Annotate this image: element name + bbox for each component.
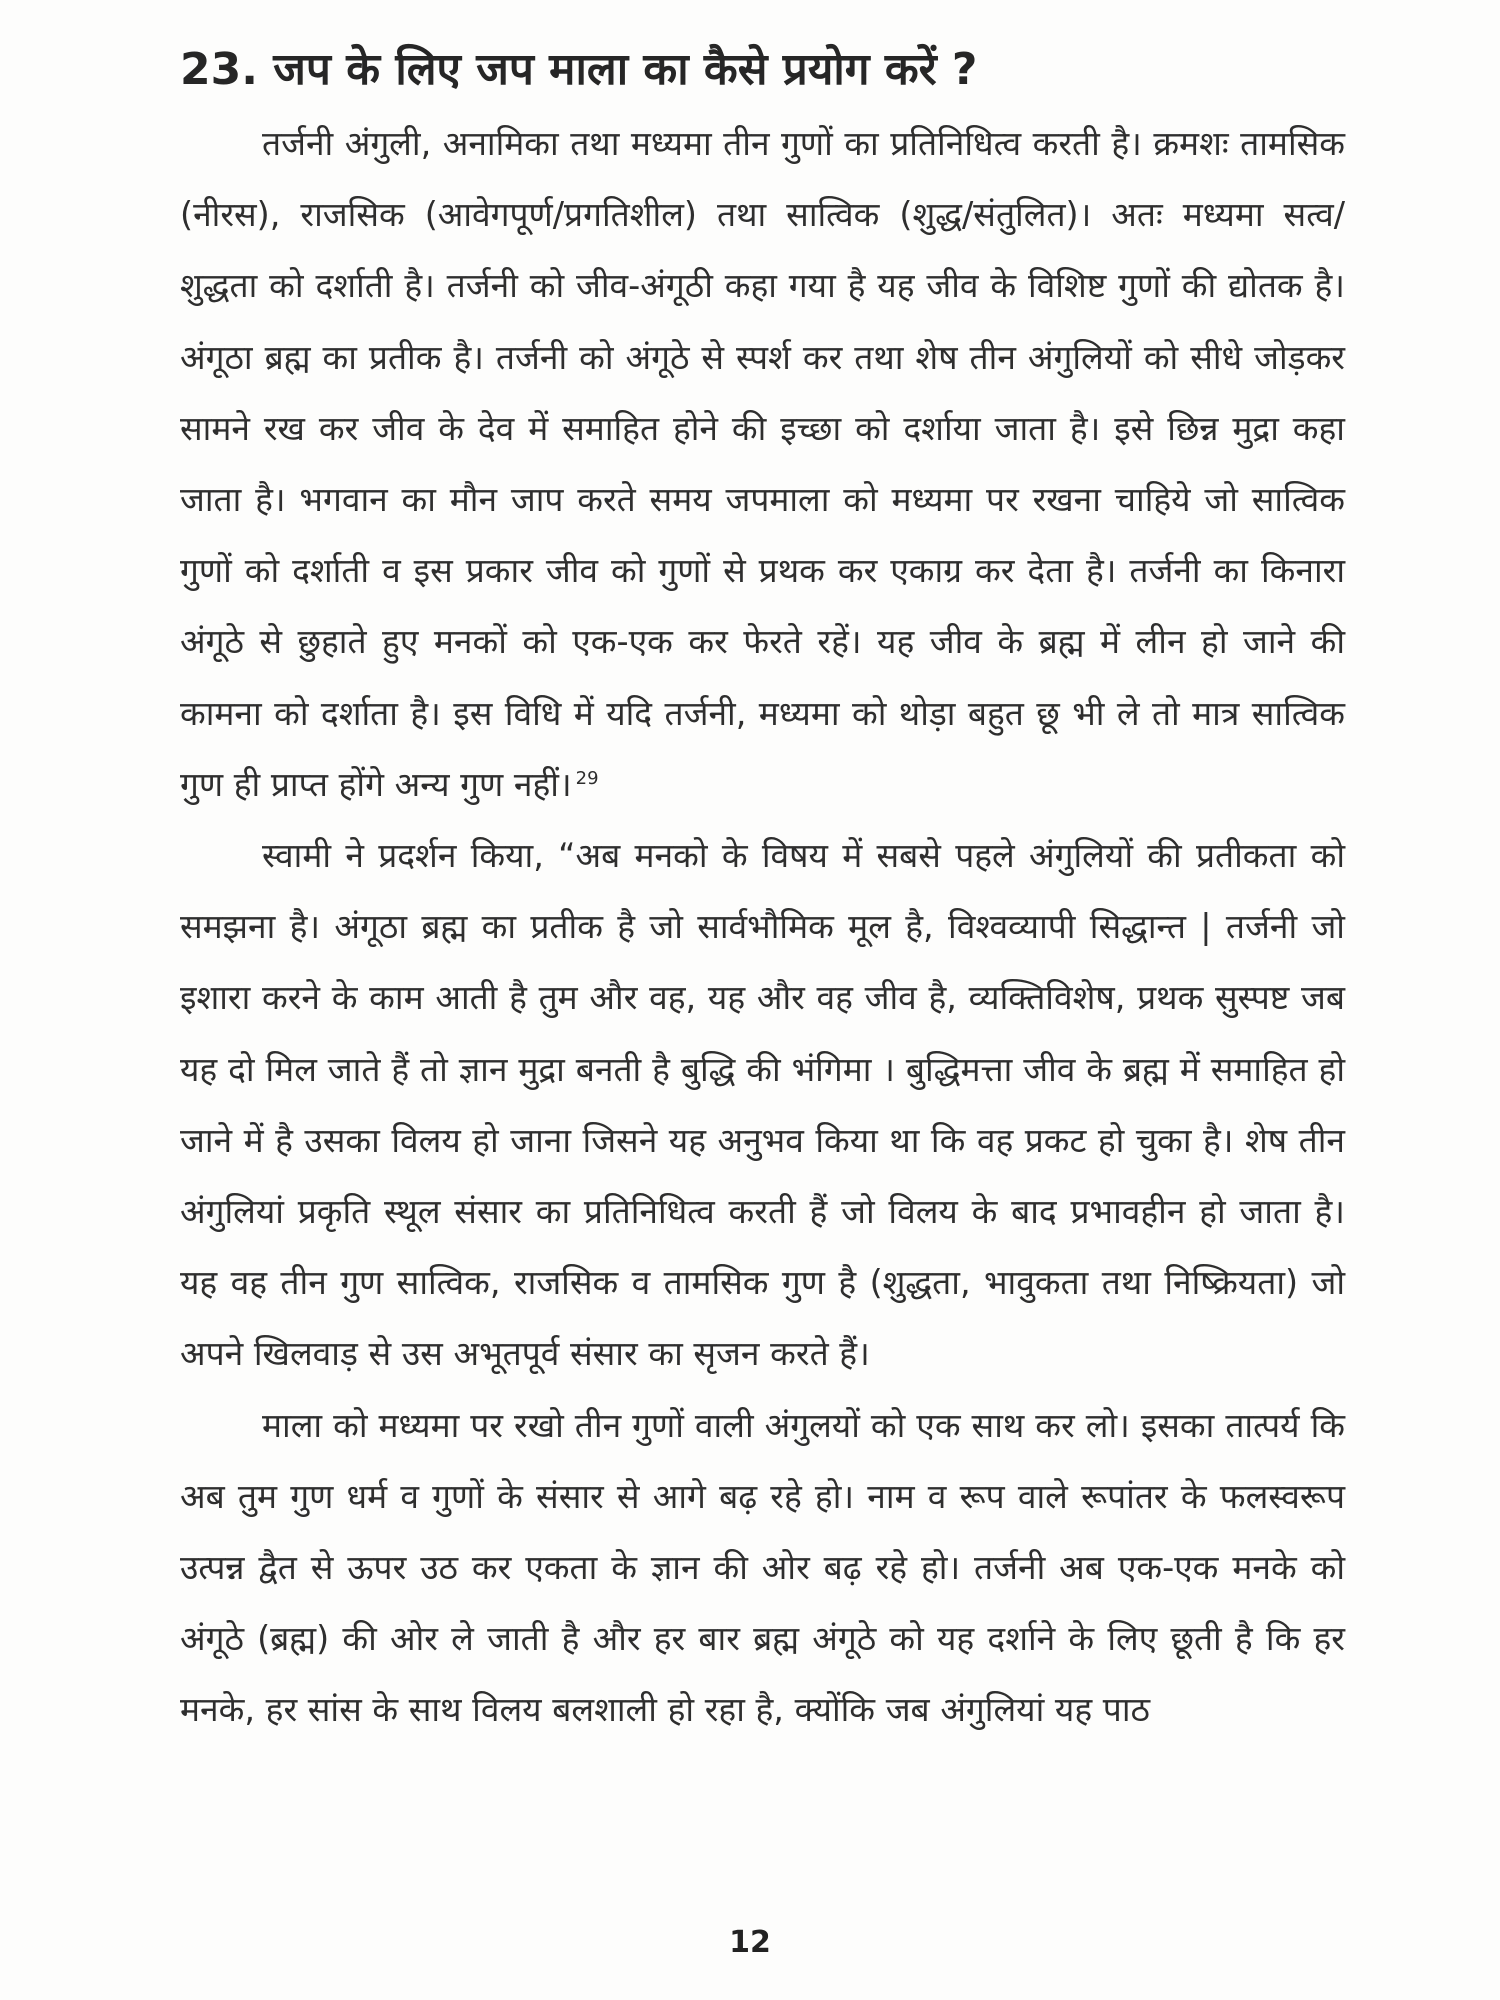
paragraph-3	[180, 1390, 1345, 1746]
paragraph-2	[180, 820, 1345, 1390]
paragraph-1-text: तर्जनी अंगुली, अनामिका तथा मध्यमा तीन गुणों का प्रतिनिधित्व करती है। क्रमशः तामसिक (नीरस), राजसिक (आवेगपूर्ण/प्रगतिशील) तथा सात्विक (शुद्ध/संतुलित)। अतः मध्यमा सत्व/शुद्धता को दर्शाती है। तर्जनी को जीव-अंगूठी कहा गया है यह जीव के विशिष्ट गुणों की द्योतक है। अंगूठा ब्रह्म का प्रतीक है। तर्जनी को अंगूठे से स्पर्श कर तथा शेष तीन अंगुलियों को सीधे जोड़कर सामने रख कर जीव के देव में समाहित होने की इच्छा को दर्शाया जाता है। इसे छिन्न मुद्रा कहा जाता है। भगवान का मौन जाप करते समय जपमाला को मध्यमा पर रखना चाहिये जो सात्विक गुणों को दर्शाती व इस प्रकार जीव को गुणों से प्रथक कर एकाग्र कर देता है। तर्जनी का किनारा अंगूठे से छुहाते हुए मनकों को एक-एक कर फेरते रहें। यह जीव के ब्रह्म में लीन हो जाने की कामना को दर्शाता है। इस विधि में यदि तर्जनी, मध्यमा को थोड़ा बहुत छू भी ले तो मात्र सात्विक गुण ही प्राप्त होंगे अन्य गुण नहीं।	[180, 124, 1345, 804]
section-heading: 23. जप के लिए जप माला का कैसे प्रयोग करें ?	[180, 44, 978, 95]
paragraph-3-text: माला को मध्यमा पर रखो तीन गुणों वाली अंगुलयों को एक साथ कर लो। इसका तात्पर्य कि अब तुम गुण धर्म व गुणों के संसार से आगे बढ़ रहे हो। नाम व रूप वाले रूपांतर के फलस्वरूप उत्पन्न द्वैत से ऊपर उठ कर एकता के ज्ञान की ओर बढ़ रहे हो। तर्जनी अब एक-एक मनके को अंगूठे (ब्रह्म) की ओर ले जाती है और हर बार ब्रह्म अंगूठे को यह दर्शाने के लिए छूती है कि हर मनके, हर सांस के साथ विलय बलशाली हो रहा है, क्योंकि जब अंगुलियां यह पाठ	[180, 1405, 1345, 1730]
paragraph-2-text: स्वामी ने प्रदर्शन किया, “अब मनको के विषय में सबसे पहले अंगुलियों की प्रतीकता को समझना है। अंगूठा ब्रह्म का प्रतीक है जो सार्वभौमिक मूल है, विश्वव्यापी सिद्धान्त | तर्जनी जो इशारा करने के काम आती है तुम और वह, यह और वह जीव है, व्यक्तिविशेष, प्रथक सुस्पष्ट जब यह दो मिल जाते हैं तो ज्ञान मुद्रा बनती है बुद्धि की भंगिमा । बुद्धिमत्ता जीव के ब्रह्म में समाहित हो जाने में है उसका विलय हो जाना जिसने यह अनुभव किया था कि वह प्रकट हो चुका है। शेष तीन अंगुलियां प्रकृति स्थूल संसार का प्रतिनिधित्व करती हैं जो विलय के बाद प्रभावहीन हो जाता है। यह वह तीन गुण सात्विक, राजसिक व तामसिक गुण है (शुद्धता, भावुकता तथा निष्क्रियता) जो अपने खिलवाड़ से उस अभूतपूर्व संसार का सृजन करते हैं।	[180, 836, 1345, 1374]
paragraph-1	[180, 108, 1345, 820]
page-number: 12	[729, 1925, 771, 1960]
footnote-reference: 29	[575, 767, 599, 789]
page-content	[180, 40, 1345, 1746]
